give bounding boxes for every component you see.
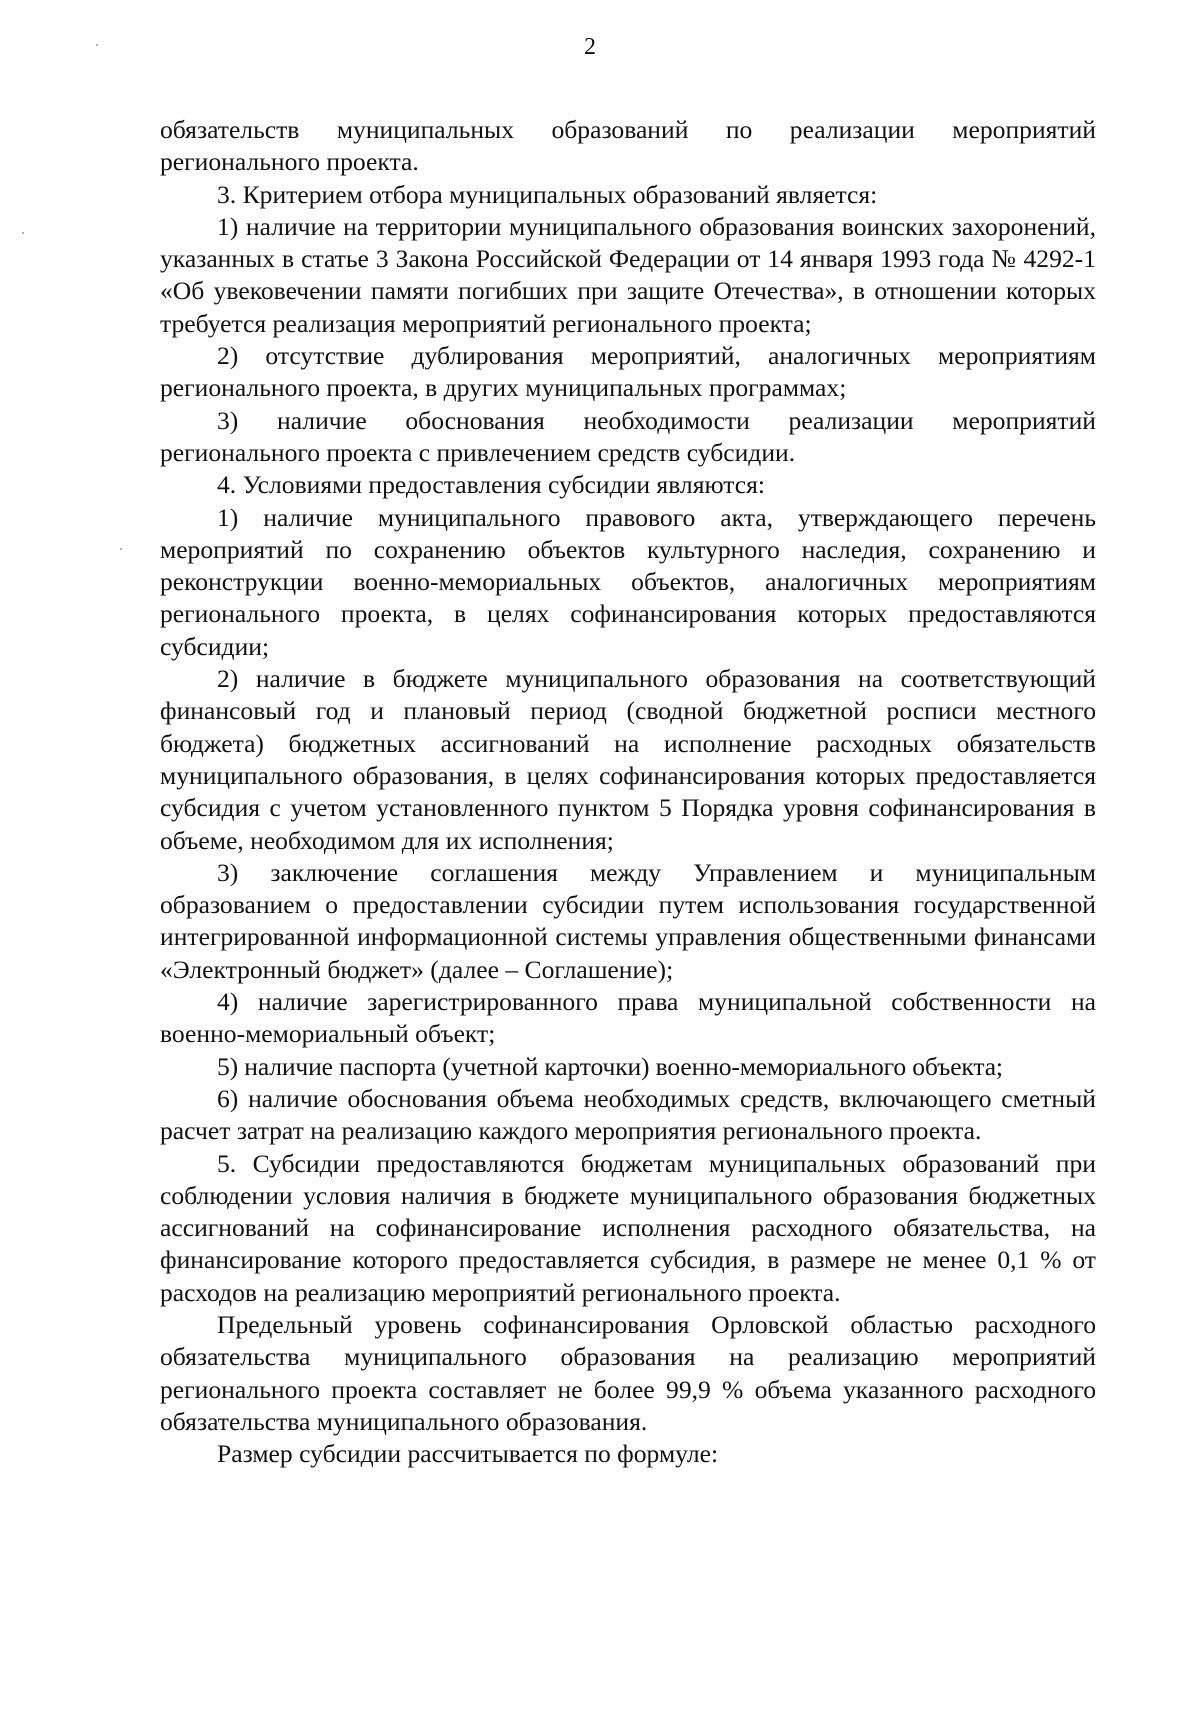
paragraph-section-5: 5. Субсидии предоставляются бюджетам муниципальных образований при соблюдении условия наличия в бюджете муниципального образования бюджетных ассигнований на софинансирование исполнения расходного обязательства, на финансирование которого предоставляется субсидия, в размере не менее 0,1 % от расходов на реализацию мероприятий регионального проекта.: [160, 1148, 1096, 1307]
paragraph-section-4-item-2: 2) наличие в бюджете муниципального образования на соответствующий финансовый год и плановый период (сводной бюджетной росписи местного бюджета) бюджетных ассигнований на исполнение расходных обязательств муниципального образования, в целях софинансирования которых предоставляется субсидия с учетом установленного пунктом 5 Порядка уровня софинансирования в объеме, необходимом для их исполнения;: [160, 664, 1096, 855]
paragraph-section-3-item-1: 1) наличие на территории муниципального образования воинских захоронений, указанных в статье 3 Закона Российской Федерации от 14 января 1993 года № 4292-1 «Об увековечении памяти погибших при защите Отечества», в отношении которых требуется реализация мероприятий регионального проекта;: [160, 211, 1096, 338]
page-number: 2: [584, 34, 596, 60]
paragraph-continuation: обязательств муниципальных образований по реализации мероприятий регионального проекта.: [160, 115, 1096, 177]
paragraph-section-4-item-3: 3) заключение соглашения между Управлением и муниципальным образованием о предоставлении субсидии путем использования государственной интегрированной информационной системы управления общественными финансами «Электронный бюджет» (далее – Соглашение);: [160, 857, 1096, 984]
paragraph-formula-intro: Размер субсидии рассчитывается по формуле:: [217, 1439, 719, 1469]
paragraph-section-4-item-5: 5) наличие паспорта (учетной карточки) военно-мемориального объекта;: [217, 1051, 1003, 1081]
paragraph-cofinancing-limit: Предельный уровень софинансирования Орловской областью расходного обязательства муниципального образования на реализацию мероприятий регионального проекта составляет не более 99,9 % объема указанного расходного обязательства муниципального образования.: [160, 1309, 1096, 1436]
paragraph-section-4-item-1: 1) наличие муниципального правового акта, утверждающего перечень мероприятий по сохранению объектов культурного наследия, сохранению и реконструкции военно-мемориальных объектов, аналогичных мероприятиям регионального проекта, в целях софинансирования которых предоставляются субсидии;: [160, 502, 1096, 661]
paragraph-section-4-heading: 4. Условиями предоставления субсидии являются:: [217, 470, 766, 500]
document-body: [160, 114, 1096, 1470]
paragraph-section-3-item-2: 2) отсутствие дублирования мероприятий, аналогичных мероприятиям регионального проекта, в других муниципальных программах;: [160, 341, 1096, 403]
paragraph-section-4-item-6: 6) наличие обоснования объема необходимых средств, включающего сметный расчет затрат на реализацию каждого мероприятия регионального проекта.: [160, 1083, 1096, 1146]
scan-speck: [120, 548, 122, 550]
paragraph-section-3-item-3: 3) наличие обоснования необходимости реализации мероприятий регионального проекта с привлечением средств субсидии.: [160, 405, 1096, 467]
paragraph-section-3-heading: 3. Критерием отбора муниципальных образований является:: [217, 179, 878, 209]
scan-speck: [22, 232, 24, 234]
paragraph-section-4-item-4: 4) наличие зарегистрированного права муниципальной собственности на военно-мемориальный объект;: [160, 987, 1096, 1049]
